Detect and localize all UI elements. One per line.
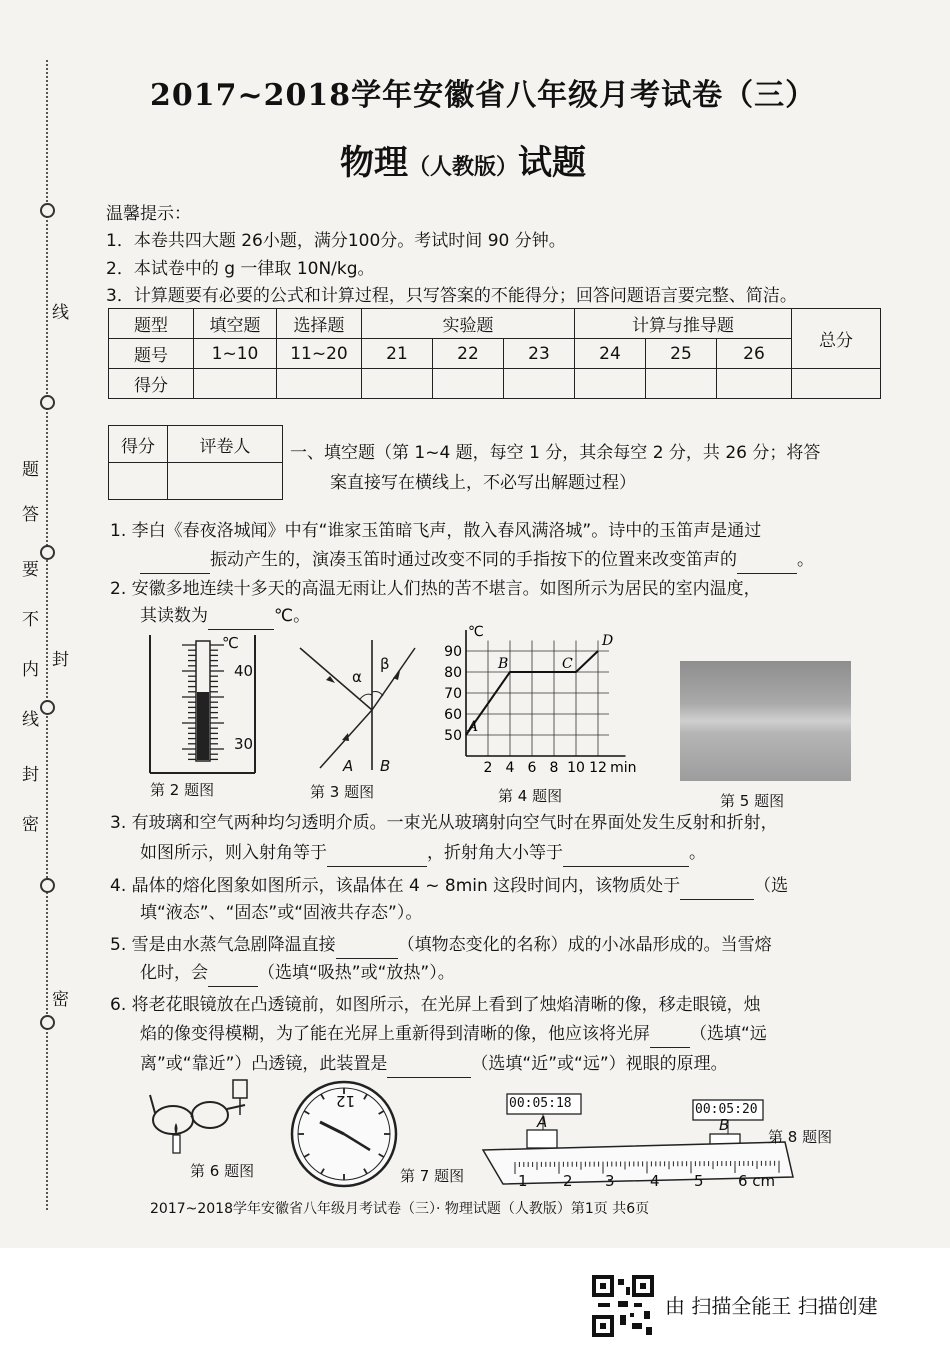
answer-blank[interactable] (208, 603, 274, 630)
question-6-text: 离”或“靠近”）凸透镜，此装置是 (140, 1054, 388, 1074)
question-5-text: 化时，会 (140, 963, 208, 983)
notice-heading: 温馨提示： (106, 204, 191, 224)
score-table-header: 题型 (109, 309, 194, 339)
chart-x-tick-label: 8 (549, 760, 559, 776)
question-6-line (140, 1021, 767, 1048)
ruler-label: 5 (694, 1172, 704, 1190)
score-entry-cell[interactable] (792, 369, 881, 399)
score-table (108, 308, 881, 399)
score-table-cell: 22 (433, 339, 504, 369)
chart-y-unit: ℃ (468, 624, 484, 640)
question-1-line: 振动产生的，演凑玉笛时通过改变不同的手指按下的位置来改变笛声的 。 (140, 547, 814, 574)
score-entry-cell[interactable] (194, 369, 277, 399)
figure-2-upper-label: 40 (234, 662, 254, 680)
binding-hole (40, 395, 55, 410)
answer-blank[interactable] (563, 840, 689, 867)
question-5-line (140, 960, 455, 987)
chart-y-tick-label: 60 (444, 707, 462, 723)
grader-name-label: 评卷人 (168, 426, 283, 463)
binding-hole (40, 878, 55, 893)
figure-4-caption: 第 4 题图 (498, 787, 563, 805)
binding-hole (40, 203, 55, 218)
figure-8-caption: 第 8 题图 (768, 1128, 833, 1146)
figure-2-thermometer (145, 635, 265, 783)
ruler-label: 6 cm (738, 1172, 776, 1190)
question-5-line (110, 932, 772, 959)
figure-5-snow-photo (680, 661, 851, 781)
chart-x-tick-label: 12 (589, 760, 607, 776)
chart-point-label: A (468, 719, 479, 735)
question-2-text: 其读数为 (140, 606, 208, 626)
ruler-label: 3 (605, 1172, 615, 1190)
page-footer: 2017~2018学年安徽省八年级月考试卷（三）· 物理试题（人教版）第1页 共6页 (150, 1201, 650, 1217)
score-table-cell: 23 (504, 339, 575, 369)
question-4-text: （选 (754, 876, 789, 896)
notice-item: 3．计算题要有必要的公式和计算过程，只写答案的不能得分；回答问题语言要完整、简洁。 (106, 286, 797, 306)
ruler-label: 4 (650, 1172, 660, 1190)
score-table-cell: 题号 (109, 339, 194, 369)
answer-blank[interactable] (680, 873, 754, 900)
binding-char: 题 (22, 460, 39, 480)
question-6-text: （选填“近”或“远”）视眼的原理。 (471, 1054, 728, 1074)
figure-3-alpha: α (352, 668, 362, 686)
score-table-header: 总分 (792, 309, 881, 369)
question-5-text: （选填“吸热”或“放热”）。 (258, 963, 455, 983)
figure-7-caption: 第 7 题图 (400, 1167, 465, 1185)
binding-char: 封 (52, 650, 69, 670)
chart-y-tick-label: 70 (444, 686, 462, 702)
question-3-line: 如图所示，则入射角等于 ，折射角大小等于 。 (140, 840, 706, 867)
answer-blank[interactable] (140, 547, 210, 574)
score-table-cell: 24 (575, 339, 646, 369)
section-heading-cont: 案直接写在横线上，不必写出解题过程） (330, 473, 636, 493)
figure-6-caption: 第 6 题图 (190, 1162, 255, 1180)
question-3-text: ，折射角大小等于 (427, 843, 563, 863)
grader-name-entry[interactable] (168, 463, 283, 500)
score-table-cell: 25 (646, 339, 717, 369)
grader-score-label: 得分 (109, 426, 168, 463)
chart-x-unit: min (610, 760, 637, 776)
score-entry-cell[interactable] (575, 369, 646, 399)
binding-char: 线 (52, 303, 69, 323)
chart-x-tick-label: 4 (505, 760, 515, 776)
score-entry-cell[interactable] (277, 369, 362, 399)
figure-5-caption: 第 5 题图 (720, 792, 785, 810)
binding-char: 内 (22, 660, 39, 680)
figure-8-timer-a: 00:05:18 (509, 1096, 572, 1111)
answer-blank[interactable] (387, 1051, 471, 1078)
question-5-text: 5. 雪是由水蒸气急剧降温直接 (110, 935, 336, 955)
binding-hole (40, 545, 55, 560)
question-5-text: （填物态变化的名称）成的小冰晶形成的。当雪熔 (397, 935, 772, 955)
question-4-line: 填“液态”、“固态”或“固液共存态”）。 (140, 903, 423, 923)
binding-char: 线 (22, 710, 39, 730)
figure-8-timer-b: 00:05:20 (695, 1102, 758, 1117)
question-3-line: 3. 有玻璃和空气两种均匀透明介质。一束光从玻璃射向空气时在界面处发生反射和折射， (110, 813, 778, 833)
qr-code-icon (592, 1275, 654, 1337)
question-6-line (140, 1051, 728, 1078)
subject-main: 物理 (340, 143, 408, 183)
question-2-unit: ℃。 (274, 606, 311, 626)
figure-6-glasses (145, 1075, 265, 1160)
binding-hole (40, 700, 55, 715)
score-table-header: 计算与推导题 (575, 309, 792, 339)
score-entry-cell[interactable] (504, 369, 575, 399)
score-table-cell: 21 (362, 339, 433, 369)
question-2-line: 2. 安徽多地连续十多天的高温无雨让人们热的苦不堪言。如图所示为居民的室内温度， (110, 579, 761, 599)
score-table-cell: 26 (717, 339, 792, 369)
notice-item: 2．本试卷中的 g 一律取 10N/kg。 (106, 259, 375, 279)
chart-point-label: C (562, 656, 573, 672)
answer-blank[interactable] (737, 547, 797, 574)
question-4-text: 4. 晶体的熔化图象如图所示，该晶体在 4 ~ 8min 这段时间内，该物质处于 (110, 876, 681, 896)
scanner-label: 由 扫描全能王 扫描创建 (665, 1294, 878, 1318)
chart-x-tick-label: 10 (567, 760, 585, 776)
question-6-text: （选填“远 (690, 1024, 767, 1044)
notice-item: 1．本卷共四大题 26小题，满分100分。考试时间 90 分钟。 (106, 231, 566, 251)
figure-8-car-b: B (719, 1116, 730, 1134)
binding-char: 密 (52, 990, 69, 1010)
score-entry-cell[interactable] (433, 369, 504, 399)
question-4-line (110, 873, 788, 900)
binding-hole (40, 1015, 55, 1030)
binding-char: 要 (22, 560, 39, 580)
binding-margin (0, 0, 100, 1248)
score-table-header: 选择题 (277, 309, 362, 339)
grader-score-entry[interactable] (109, 463, 168, 500)
figure-2-lower-label: 30 (234, 735, 254, 753)
subject-edition: （人教版） (408, 154, 519, 180)
binding-char: 封 (22, 765, 39, 785)
figure-3-label-a: A (343, 757, 354, 775)
figure-7-dial-label: 12 (336, 1092, 356, 1110)
binding-char: 不 (22, 610, 39, 630)
chart-point-label: D (602, 633, 614, 649)
ruler-label: 2 (563, 1172, 573, 1190)
question-1-text: 振动产生的，演凑玉笛时通过改变不同的手指按下的位置来改变笛声的 (210, 550, 737, 570)
grader-table (108, 425, 283, 500)
answer-blank[interactable] (650, 1021, 690, 1048)
binding-char: 答 (22, 505, 39, 525)
figure-3-beta: β (380, 655, 390, 673)
question-3-text: 如图所示，则入射角等于 (140, 843, 327, 863)
exam-title: 2017~2018学年安徽省八年级月考试卷（三） (150, 78, 817, 113)
chart-x-tick-label: 2 (483, 760, 493, 776)
figure-2-unit: ℃ (222, 634, 239, 652)
figure-8-car-a: A (537, 1113, 548, 1131)
score-table-header: 实验题 (362, 309, 575, 339)
question-6-line: 6. 将老花眼镜放在凸透镜前，如图所示，在光屏上看到了烛焰清晰的像，移走眼镜，烛 (110, 995, 761, 1015)
chart-point-label: B (498, 656, 509, 672)
subject-tail: 试题 (518, 143, 587, 183)
answer-blank[interactable] (336, 932, 398, 959)
subject-title (340, 135, 586, 184)
chart-y-tick-label: 50 (444, 728, 462, 744)
score-table-cell: 11~20 (277, 339, 362, 369)
figure-2-caption: 第 2 题图 (150, 781, 215, 799)
score-table-cell: 1~10 (194, 339, 277, 369)
score-entry-cell[interactable] (717, 369, 792, 399)
chart-x-tick-label: 6 (527, 760, 537, 776)
answer-blank[interactable] (327, 840, 427, 867)
question-2-line (140, 603, 310, 630)
score-table-header: 填空题 (194, 309, 277, 339)
chart-y-tick-label: 90 (444, 644, 462, 660)
ruler-label: 1 (518, 1172, 528, 1190)
question-6-text: 焰的像变得模糊，为了能在光屏上重新得到清晰的像，他应该将光屏 (140, 1024, 650, 1044)
binding-dashed-line (46, 60, 48, 1210)
question-1-line: 1. 李白《春夜洛城闻》中有“谁家玉笛暗飞声，散入春风满洛城”。诗中的玉笛声是通过 (110, 521, 762, 541)
figure-3-refraction (290, 640, 425, 780)
binding-char: 密 (22, 815, 39, 835)
answer-blank[interactable] (208, 960, 258, 987)
score-table-cell: 得分 (109, 369, 194, 399)
score-entry-cell[interactable] (646, 369, 717, 399)
section-heading: 一、填空题（第 1~4 题，每空 1 分，其余每空 2 分，共 26 分；将答 (290, 443, 821, 463)
figure-4-melting-chart (430, 622, 650, 782)
figure-3-caption: 第 3 题图 (310, 783, 375, 801)
score-entry-cell[interactable] (362, 369, 433, 399)
chart-y-tick-label: 80 (444, 665, 462, 681)
figure-3-label-b: B (380, 757, 391, 775)
